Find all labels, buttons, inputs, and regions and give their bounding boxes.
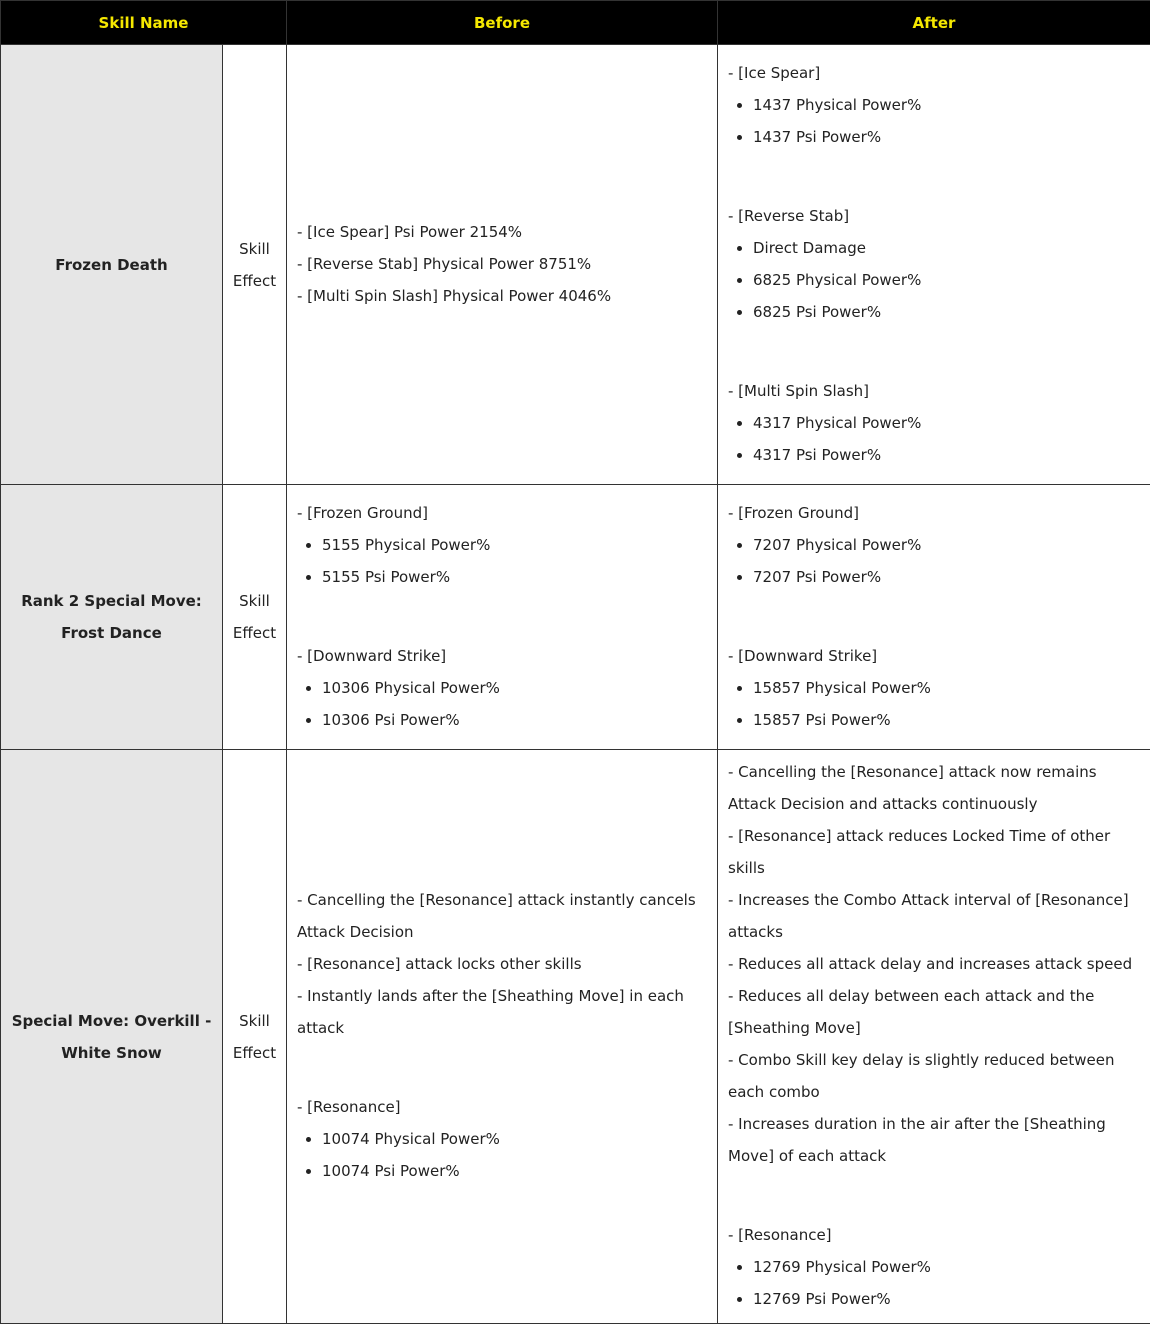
change-line: Move] of each attack xyxy=(728,1140,1140,1172)
bullet-item: • 6825 Physical Power% xyxy=(753,264,1140,296)
table-row xyxy=(1,485,1150,750)
block-spacer xyxy=(297,593,707,640)
bullet-item: • 12769 Physical Power% xyxy=(753,1251,1140,1283)
bullet-item: • 15857 Psi Power% xyxy=(753,704,1140,736)
bullet-list xyxy=(728,232,1140,328)
change-line: - [Multi Spin Slash] Physical Power 4046% xyxy=(297,280,707,312)
change-line: - Cancelling the [Resonance] attack now remains xyxy=(728,756,1140,788)
header-row xyxy=(1,1,1150,45)
change-line: - Reduces all delay between each attack and the xyxy=(728,980,1140,1012)
change-block xyxy=(297,216,707,312)
bullet-list xyxy=(728,672,1140,736)
change-line: - [Resonance] xyxy=(728,1219,1140,1251)
bullet-item: • 4317 Psi Power% xyxy=(753,439,1140,471)
bullet-item: • Direct Damage xyxy=(753,232,1140,264)
after-cell xyxy=(718,45,1150,485)
bullet-item: • 5155 Physical Power% xyxy=(322,529,707,561)
skill-name-line: Rank 2 Special Move: xyxy=(9,585,214,617)
change-line: - [Frozen Ground] xyxy=(728,497,1140,529)
skill-name-cell xyxy=(1,45,223,485)
change-block xyxy=(728,756,1140,1172)
change-line: attacks xyxy=(728,916,1140,948)
bullet-list xyxy=(728,529,1140,593)
skill-name-line: White Snow xyxy=(9,1037,214,1069)
change-type-line: Effect xyxy=(223,617,286,649)
change-type-line: Effect xyxy=(223,1037,286,1069)
change-block xyxy=(297,640,707,736)
header-before: Before xyxy=(287,1,718,45)
bullet-list xyxy=(728,407,1140,471)
before-cell xyxy=(287,485,718,750)
change-line: - [Multi Spin Slash] xyxy=(728,375,1140,407)
change-line: [Sheathing Move] xyxy=(728,1012,1140,1044)
change-type-cell xyxy=(223,45,287,485)
bullet-item: • 5155 Psi Power% xyxy=(322,561,707,593)
change-line: - [Downward Strike] xyxy=(297,640,707,672)
header-after: After xyxy=(718,1,1150,45)
change-line: - [Resonance] attack locks other skills xyxy=(297,948,707,980)
bullet-item: • 15857 Physical Power% xyxy=(753,672,1140,704)
change-line: - [Reverse Stab] Physical Power 8751% xyxy=(297,248,707,280)
skill-name-line: Frozen Death xyxy=(9,249,214,281)
skill-name-line: Special Move: Overkill - xyxy=(9,1005,214,1037)
bullet-item: • 7207 Physical Power% xyxy=(753,529,1140,561)
block-spacer xyxy=(728,153,1140,200)
change-type-line: Skill xyxy=(223,1005,286,1037)
bullet-item: • 6825 Psi Power% xyxy=(753,296,1140,328)
change-line: skills xyxy=(728,852,1140,884)
change-line: - [Ice Spear] Psi Power 2154% xyxy=(297,216,707,248)
change-block xyxy=(297,884,707,1044)
change-type-cell xyxy=(223,485,287,750)
bullet-item: • 7207 Psi Power% xyxy=(753,561,1140,593)
skill-name-line: Frost Dance xyxy=(9,617,214,649)
header-skill-name: Skill Name xyxy=(1,1,287,45)
bullet-list xyxy=(728,89,1140,153)
bullet-item: • 10306 Physical Power% xyxy=(322,672,707,704)
change-line: - [Downward Strike] xyxy=(728,640,1140,672)
before-cell xyxy=(287,750,718,1324)
change-line: each combo xyxy=(728,1076,1140,1108)
bullet-item: • 12769 Psi Power% xyxy=(753,1283,1140,1315)
block-spacer xyxy=(728,1172,1140,1219)
change-type-cell xyxy=(223,750,287,1324)
table-row xyxy=(1,750,1150,1324)
change-block xyxy=(728,200,1140,328)
bullet-item: • 10074 Physical Power% xyxy=(322,1123,707,1155)
skill-name-cell xyxy=(1,485,223,750)
block-spacer xyxy=(728,593,1140,640)
change-line: - Increases the Combo Attack interval of [Resonance] xyxy=(728,884,1140,916)
change-line: attack xyxy=(297,1012,707,1044)
bullet-item: • 1437 Psi Power% xyxy=(753,121,1140,153)
bullet-list xyxy=(728,1251,1140,1315)
change-line: - [Reverse Stab] xyxy=(728,200,1140,232)
skill-name-cell xyxy=(1,750,223,1324)
change-line: - Increases duration in the air after the [Sheathing xyxy=(728,1108,1140,1140)
bullet-list xyxy=(297,672,707,736)
bullet-list xyxy=(297,529,707,593)
block-spacer xyxy=(297,1044,707,1091)
bullet-item: • 10306 Psi Power% xyxy=(322,704,707,736)
change-type-line: Effect xyxy=(223,265,286,297)
after-cell xyxy=(718,750,1150,1324)
change-line: Attack Decision xyxy=(297,916,707,948)
change-line: Attack Decision and attacks continuously xyxy=(728,788,1140,820)
change-line: - [Resonance] xyxy=(297,1091,707,1123)
bullet-item: • 1437 Physical Power% xyxy=(753,89,1140,121)
change-block xyxy=(728,1219,1140,1315)
change-line: - [Frozen Ground] xyxy=(297,497,707,529)
change-line: - [Resonance] attack reduces Locked Time of other xyxy=(728,820,1140,852)
change-block xyxy=(297,497,707,593)
change-block xyxy=(728,640,1140,736)
change-line: - Instantly lands after the [Sheathing Move] in each xyxy=(297,980,707,1012)
change-line: - [Ice Spear] xyxy=(728,57,1140,89)
before-cell xyxy=(287,45,718,485)
bullet-item: • 4317 Physical Power% xyxy=(753,407,1140,439)
change-type-line: Skill xyxy=(223,233,286,265)
change-block xyxy=(728,497,1140,593)
change-block xyxy=(728,57,1140,153)
change-line: - Cancelling the [Resonance] attack instantly cancels xyxy=(297,884,707,916)
change-block xyxy=(728,375,1140,471)
table-row xyxy=(1,45,1150,485)
bullet-item: • 10074 Psi Power% xyxy=(322,1155,707,1187)
bullet-list xyxy=(297,1123,707,1187)
change-type-line: Skill xyxy=(223,585,286,617)
change-line: - Combo Skill key delay is slightly reduced between xyxy=(728,1044,1140,1076)
change-block xyxy=(297,1091,707,1187)
block-spacer xyxy=(728,328,1140,375)
after-cell xyxy=(718,485,1150,750)
change-line: - Reduces all attack delay and increases attack speed xyxy=(728,948,1140,980)
